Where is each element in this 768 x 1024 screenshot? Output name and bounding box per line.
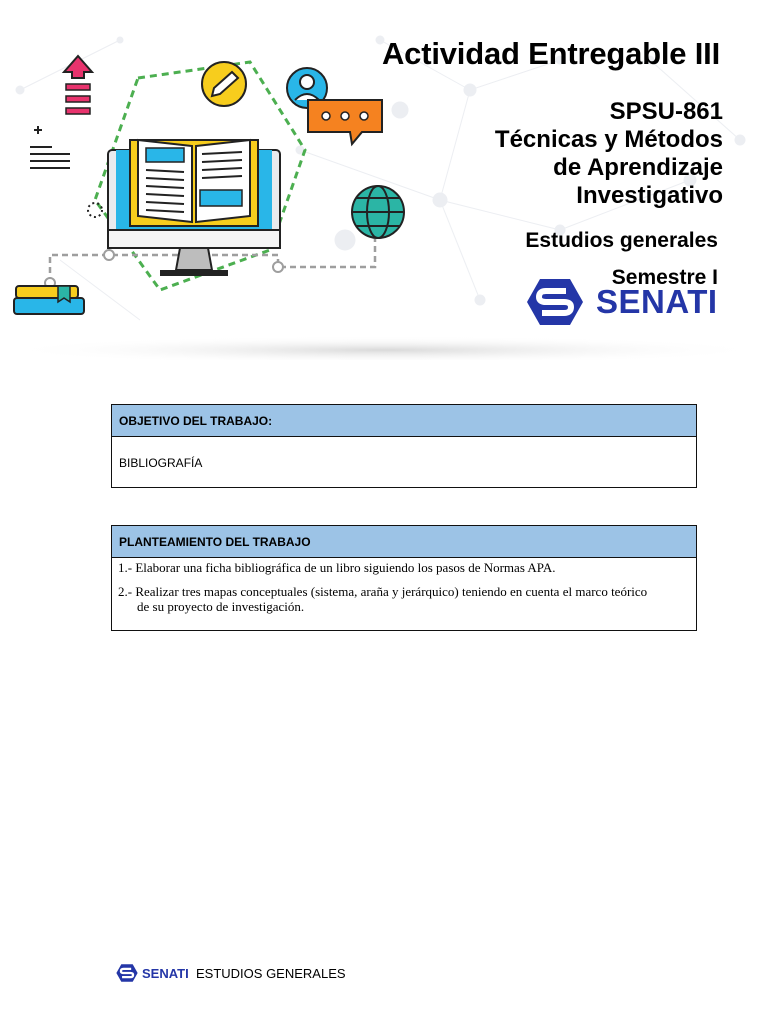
approach-item-2-number: 2.-	[118, 584, 133, 599]
approach-item-2-text: Realizar tres mapas conceptuales (sistema, araña y jerárquico) teniendo en cuenta el marco teórico	[135, 584, 648, 599]
approach-heading: PLANTEAMIENTO DEL TRABAJO	[112, 526, 696, 558]
approach-table	[111, 525, 697, 631]
footer-senati-logo-icon	[116, 963, 138, 983]
globe-icon	[352, 186, 404, 238]
senati-logo	[526, 277, 720, 327]
pencil-icon	[202, 62, 246, 106]
objective-table	[111, 404, 697, 488]
approach-item-2-continuation: de su proyecto de investigación.	[137, 599, 305, 614]
approach-item-1	[118, 560, 696, 575]
footer-label: ESTUDIOS GENERALES	[196, 966, 346, 981]
approach-item-1-number: 1.-	[118, 560, 133, 575]
upload-arrow-icon	[64, 56, 92, 114]
approach-item-1-text: Elaborar una ficha bibliográfica de un libro siguiendo los pasos de Normas APA.	[135, 560, 556, 575]
senati-logo-text: SENATI	[596, 283, 718, 320]
course-info	[400, 98, 723, 210]
objective-content: BIBLIOGRAFÍA	[119, 456, 203, 470]
text-lines-icon	[30, 126, 70, 168]
objective-heading: OBJETIVO DEL TRABAJO:	[112, 405, 696, 437]
course-code: SPSU-861	[609, 98, 723, 125]
course-name-line-2: de Aprendizaje	[553, 154, 723, 181]
approach-content	[112, 558, 696, 614]
senati-logo-icon	[526, 277, 584, 327]
books-stack-icon	[14, 286, 84, 314]
activity-title: Actividad Entregable III	[381, 36, 720, 71]
course-name-line-3: Investigativo	[576, 182, 723, 209]
book-icon	[130, 140, 258, 226]
study-area: Estudios generales	[525, 229, 718, 252]
approach-item-2	[118, 584, 696, 614]
semester-label: Semestre I	[611, 266, 718, 289]
cover-header	[0, 0, 768, 360]
course-name-line-1: Técnicas y Métodos	[494, 126, 723, 153]
page-footer	[116, 963, 416, 985]
footer-logo-text: SENATI	[142, 966, 189, 981]
chat-bubble-icon	[308, 100, 382, 144]
header-shadow	[0, 336, 768, 360]
